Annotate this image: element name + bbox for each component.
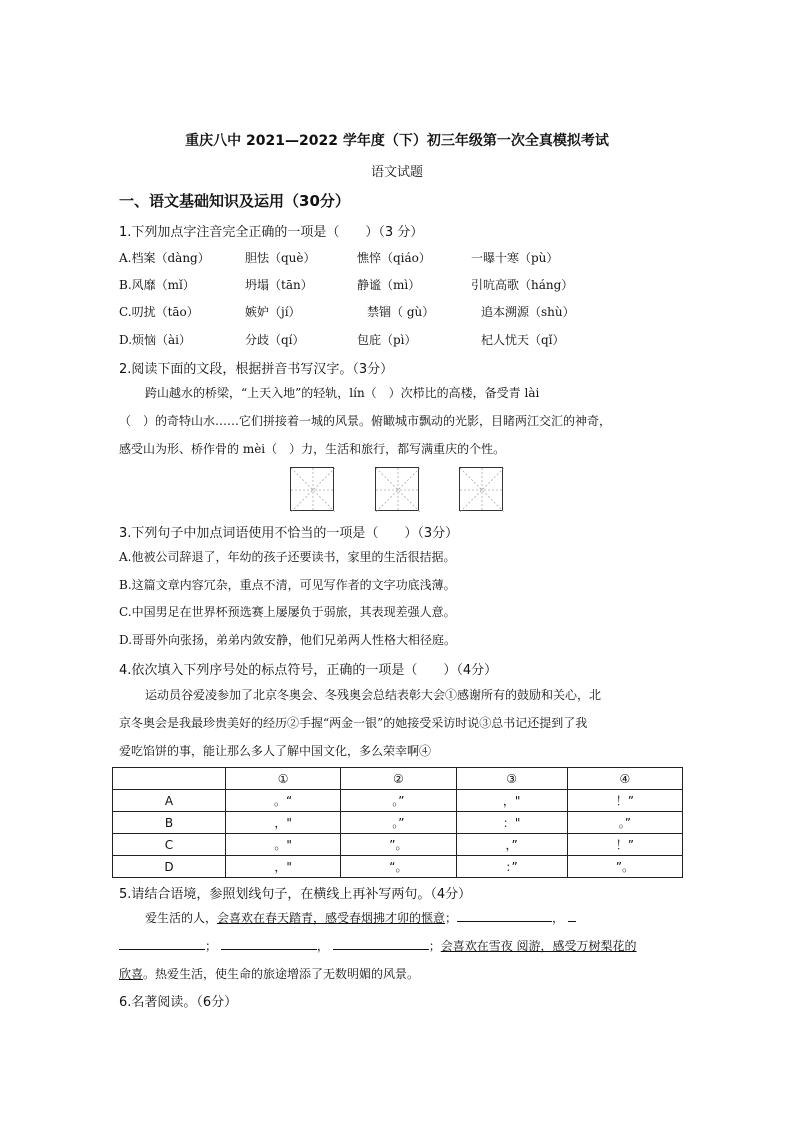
answer-blank[interactable] [457,907,552,922]
option-item: 一曝十寒（pù） [471,251,559,265]
table-cell: B [113,812,226,834]
table-header-cell: ② [341,768,456,790]
table-header-cell: ③ [456,768,567,790]
punctuation: ， [316,939,329,953]
option-item: 憔悴（qiáo） [357,251,431,265]
option-item: 嫉妒（jí） [245,305,301,319]
option-item: 分歧（qí） [245,333,305,347]
option-item: A.档案（dàng） [119,251,210,265]
option-item: C.叨扰（tāo） [119,305,199,319]
passage-line: 爱吃馅饼的事，能让那么多人了解中国文化，多么荣幸啊④ [119,744,432,758]
table-cell: ”。 [341,834,456,856]
table-header-cell: ① [226,768,341,790]
passage-line: 跨山越水的桥梁，“上天入地”的轻轨，lín（ ）次栉比的高楼，备受青 lài [145,386,540,400]
sentence-text: 爱生活的人， [145,911,218,925]
punctuation: ； [428,939,441,953]
question-3-option-d: D.哥哥外向张扬，弟弟内敛安静，他们兄弟两人性格大相径庭。 [119,633,457,647]
table-cell: 。” [341,790,456,812]
table-cell: ：" [456,812,567,834]
question-5-line-1 [145,904,576,932]
option-item: D.烦恼（ài） [119,333,192,347]
table-header-row [113,768,683,790]
answer-blank[interactable] [333,935,429,950]
question-6-stem: 6.名著阅读。（6分） [119,995,238,1010]
table-cell: 。” [567,812,682,834]
option-item: 包庇（pì） [357,333,417,347]
answer-blank[interactable] [568,907,576,922]
question-1-option-row-b [119,276,689,294]
question-1-stem: 1.下列加点字注音完全正确的一项是（ ）（3 分） [119,225,424,240]
passage-line: 京冬奥会是我最珍贵美好的经历②手握“两金一银”的她接受采访时说③总书记还提到了我 [119,716,588,730]
exam-title: 重庆八中 2021—2022 学年度（下）初三年级第一次全真模拟考试 [185,133,609,149]
answer-blank[interactable] [119,935,205,950]
question-3-option-b: B.这篇文章内容冗杂，重点不清，可见写作者的文字功底浅薄。 [119,578,456,592]
passage-line: 运动员谷爱凌参加了北京冬奥会、冬残奥会总结表彰大会①感谢所有的鼓励和关心，北 [145,688,602,702]
punctuation: ； [445,911,458,925]
table-cell: ，” [456,834,567,856]
table-row [113,856,683,878]
table-cell: ！” [567,834,682,856]
character-grid-box[interactable] [290,467,334,511]
table-cell: “。 [341,856,456,878]
table-cell: ，" [226,856,341,878]
question-1-option-row-d [119,331,689,349]
option-item: B.风靡（mǐ） [119,278,195,292]
table-row [113,812,683,834]
option-item: 禁锢（ gù） [367,305,435,319]
question-5-stem: 5.请结合语境，参照划线句子，在横线上再补写两句。（4分） [119,887,472,902]
table-header-cell: ④ [567,768,682,790]
table-cell: D [113,856,226,878]
passage-line: 感受山为形、桥作骨的 mèi（ ）力，生活和旅行，都写满重庆的个性。 [119,442,506,456]
example-underlined-sentence: 会喜欢在雪夜 阅游，感受万树梨花的 [440,939,637,953]
passage-line: （ ）的奇特山水……它们拼接着一城的风景。俯瞰城市飘动的光影，目睹两江交汇的神奇， [119,414,612,428]
example-underlined-sentence: 欣喜 [119,967,144,981]
punctuation: ； [205,939,218,953]
table-cell: 。" [226,834,341,856]
table-cell: 。“ [226,790,341,812]
character-grid-box[interactable] [375,467,419,511]
table-cell: C [113,834,226,856]
sentence-text: 。热爱生活，使生命的旅途增添了无数明媚的风景。 [143,967,420,981]
option-item: 引吭高歌（háng） [471,278,574,292]
question-5-line-2 [119,932,637,960]
exam-subtitle: 语文试题 [370,165,423,180]
punctuation: ， [552,911,565,925]
table-cell: ”。 [567,856,682,878]
question-1-option-row-a [119,249,689,267]
punctuation-options-table [112,767,683,878]
option-item: 坍塌（tān） [245,278,313,292]
question-1-option-row-c [119,303,689,321]
option-item: 静谧（mì） [357,278,421,292]
table-row [113,790,683,812]
question-3-stem: 3.下列句子中加点词语使用不恰当的一项是（ ）（3分） [119,526,459,541]
character-grid-box[interactable] [459,467,503,511]
answer-blank[interactable] [221,935,317,950]
section-heading: 一、语文基础知识及运用（30分） [119,192,350,210]
option-item: 杞人忧天（qǐ） [481,333,565,347]
question-3-option-c: C.中国男足在世界杯预选赛上屡屡负于弱旅，其表现差强人意。 [119,605,456,619]
table-cell: 。” [341,812,456,834]
example-underlined-sentence: 会喜欢在春天踏青，感受春烟拂才卯的惬意 [217,911,446,925]
table-header-cell [113,768,226,790]
table-cell: ，" [226,812,341,834]
table-cell: ！” [567,790,682,812]
question-4-stem: 4.依次填入下列序号处的标点符号，正确的一项是（ ）（4分） [119,663,498,678]
question-2-stem: 2.阅读下面的文段，根据拼音书写汉字。（3分） [119,362,394,377]
question-3-option-a: A.他被公司辞退了，年幼的孩子还要读书，家里的生活很拮据。 [119,550,456,564]
question-5-line-3 [119,960,419,988]
option-item: 追本溯源（shù） [481,305,575,319]
table-cell: A [113,790,226,812]
table-cell: ，" [456,790,567,812]
table-cell: ：” [456,856,567,878]
option-item: 胆怯（què） [245,251,316,265]
table-row [113,834,683,856]
